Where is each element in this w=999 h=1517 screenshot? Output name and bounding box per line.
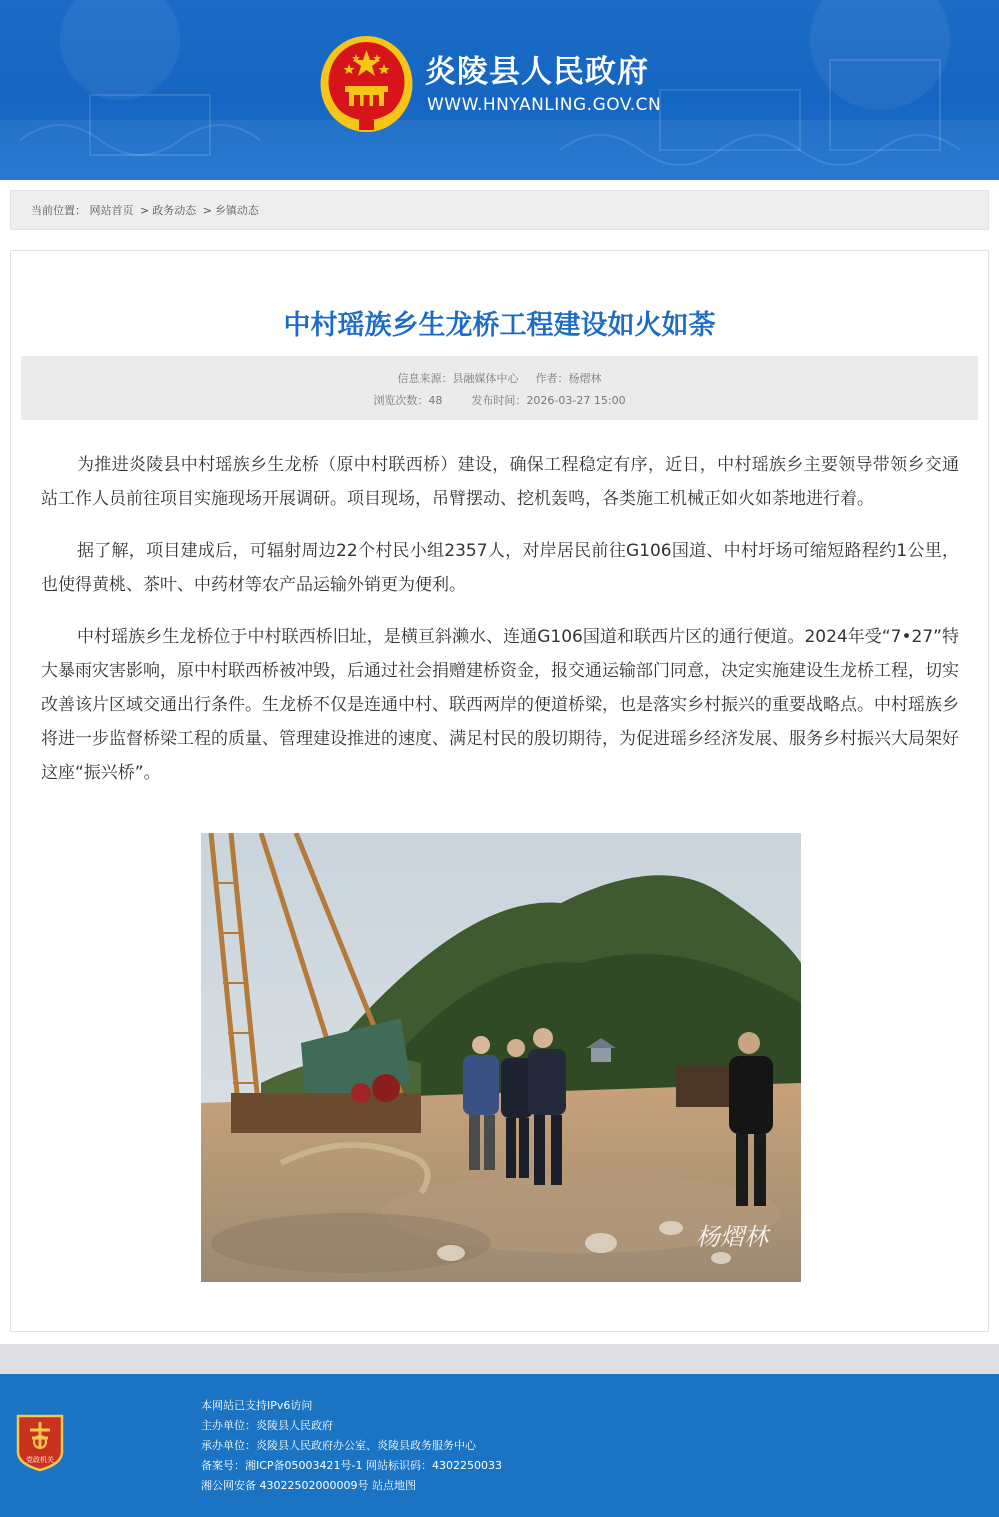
- views-label: 浏览次数：: [373, 394, 429, 407]
- article-paragraph: 为推进炎陵县中村瑶族乡生龙桥（原中村联西桥）建设，确保工程稳定有序，近日，中村瑶族乡主要领导带领乡交通站工作人员前往项目实施现场开展调研。项目现场，吊臂摆动、挖机轰鸣，各类施工机械正如火如荼地进行着。: [41, 455, 959, 509]
- sponsor-line: 主办单位：炎陵县人民政府: [201, 1419, 333, 1432]
- author-value: 杨熠林: [568, 372, 602, 385]
- construction-site-photo: [201, 833, 801, 1282]
- published-label: 发布时间：: [471, 394, 527, 407]
- site-url: WWW.HNYANLING.GOV.CN: [427, 95, 662, 115]
- article-meta: [21, 356, 978, 420]
- breadcrumb-news-link[interactable]: 政务动态: [152, 204, 197, 217]
- icp-line[interactable]: 备案号：湘ICP备05003421号-1 网站标识码：4302250033: [201, 1459, 502, 1472]
- article-paragraph: 中村瑶族乡生龙桥位于中村联西桥旧址，是横亘斜濑水、连通G106国道和联西片区的通行便道。2024年受“7•27”特大暴雨灾害影响，原中村联西桥被冲毁，后通过社会捐赠建桥资金，报交通运输部门同意，决定实施建设生龙桥工程，切实改善该片区域交通出行条件。生龙桥不仅是连通中村、联西两岸的便道桥梁，也是落实乡村振兴的重要战略点。中村瑶族乡将进一步监督桥梁工程的质量、管理建设推进的速度、满足村民的殷切期待，为促进瑶乡经济发展、服务乡村振兴大局架好这座“振兴桥”。: [41, 627, 959, 783]
- ipv6-notice: 本网站已支持IPv6访问: [201, 1399, 313, 1412]
- article-paragraph: 据了解，项目建成后，可辐射周边22个村民小组2357人，对岸居民前往G106国道、中村圩场可缩短路程约1公里，也使得黄桃、茶叶、中药材等农产品运输外销更为便利。: [41, 541, 959, 595]
- article-container: [10, 250, 989, 1332]
- organizer-line: 承办单位：炎陵县人民政府办公室、炎陵县政务服务中心: [201, 1439, 476, 1452]
- views-count: 48: [428, 394, 443, 407]
- badge-text: 党政机关: [26, 1456, 54, 1464]
- article-title: 中村瑶族乡生龙桥工程建设如火如荼: [283, 310, 716, 341]
- article-photo: [201, 833, 801, 1282]
- breadcrumb-home-link[interactable]: 网站首页: [89, 204, 134, 217]
- article-body: [41, 448, 959, 808]
- police-record-line[interactable]: 湘公网安备 43022502000009号 站点地图: [201, 1479, 416, 1492]
- breadcrumb-separator: >: [202, 204, 212, 217]
- author-label: 作者：: [535, 372, 569, 385]
- site-footer: [0, 1374, 999, 1517]
- source-value: 县融媒体中心: [452, 372, 519, 385]
- footer-divider-band: [0, 1344, 999, 1374]
- breadcrumb-separator: >: [140, 204, 150, 217]
- published-time: 2026-03-27 15:00: [526, 394, 626, 407]
- footer-info: [201, 1396, 502, 1496]
- breadcrumb-township-link[interactable]: 乡镇动态: [214, 204, 259, 217]
- site-title[interactable]: 炎陵县人民政府: [425, 54, 649, 90]
- site-header: [0, 0, 999, 180]
- party-government-badge-icon[interactable]: [14, 1412, 66, 1472]
- breadcrumb-label: 当前位置：: [31, 204, 86, 217]
- source-label: 信息来源：: [397, 372, 453, 385]
- photo-watermark: 杨熠林: [696, 1223, 768, 1251]
- breadcrumb: [10, 190, 989, 230]
- national-emblem-icon[interactable]: [319, 34, 414, 134]
